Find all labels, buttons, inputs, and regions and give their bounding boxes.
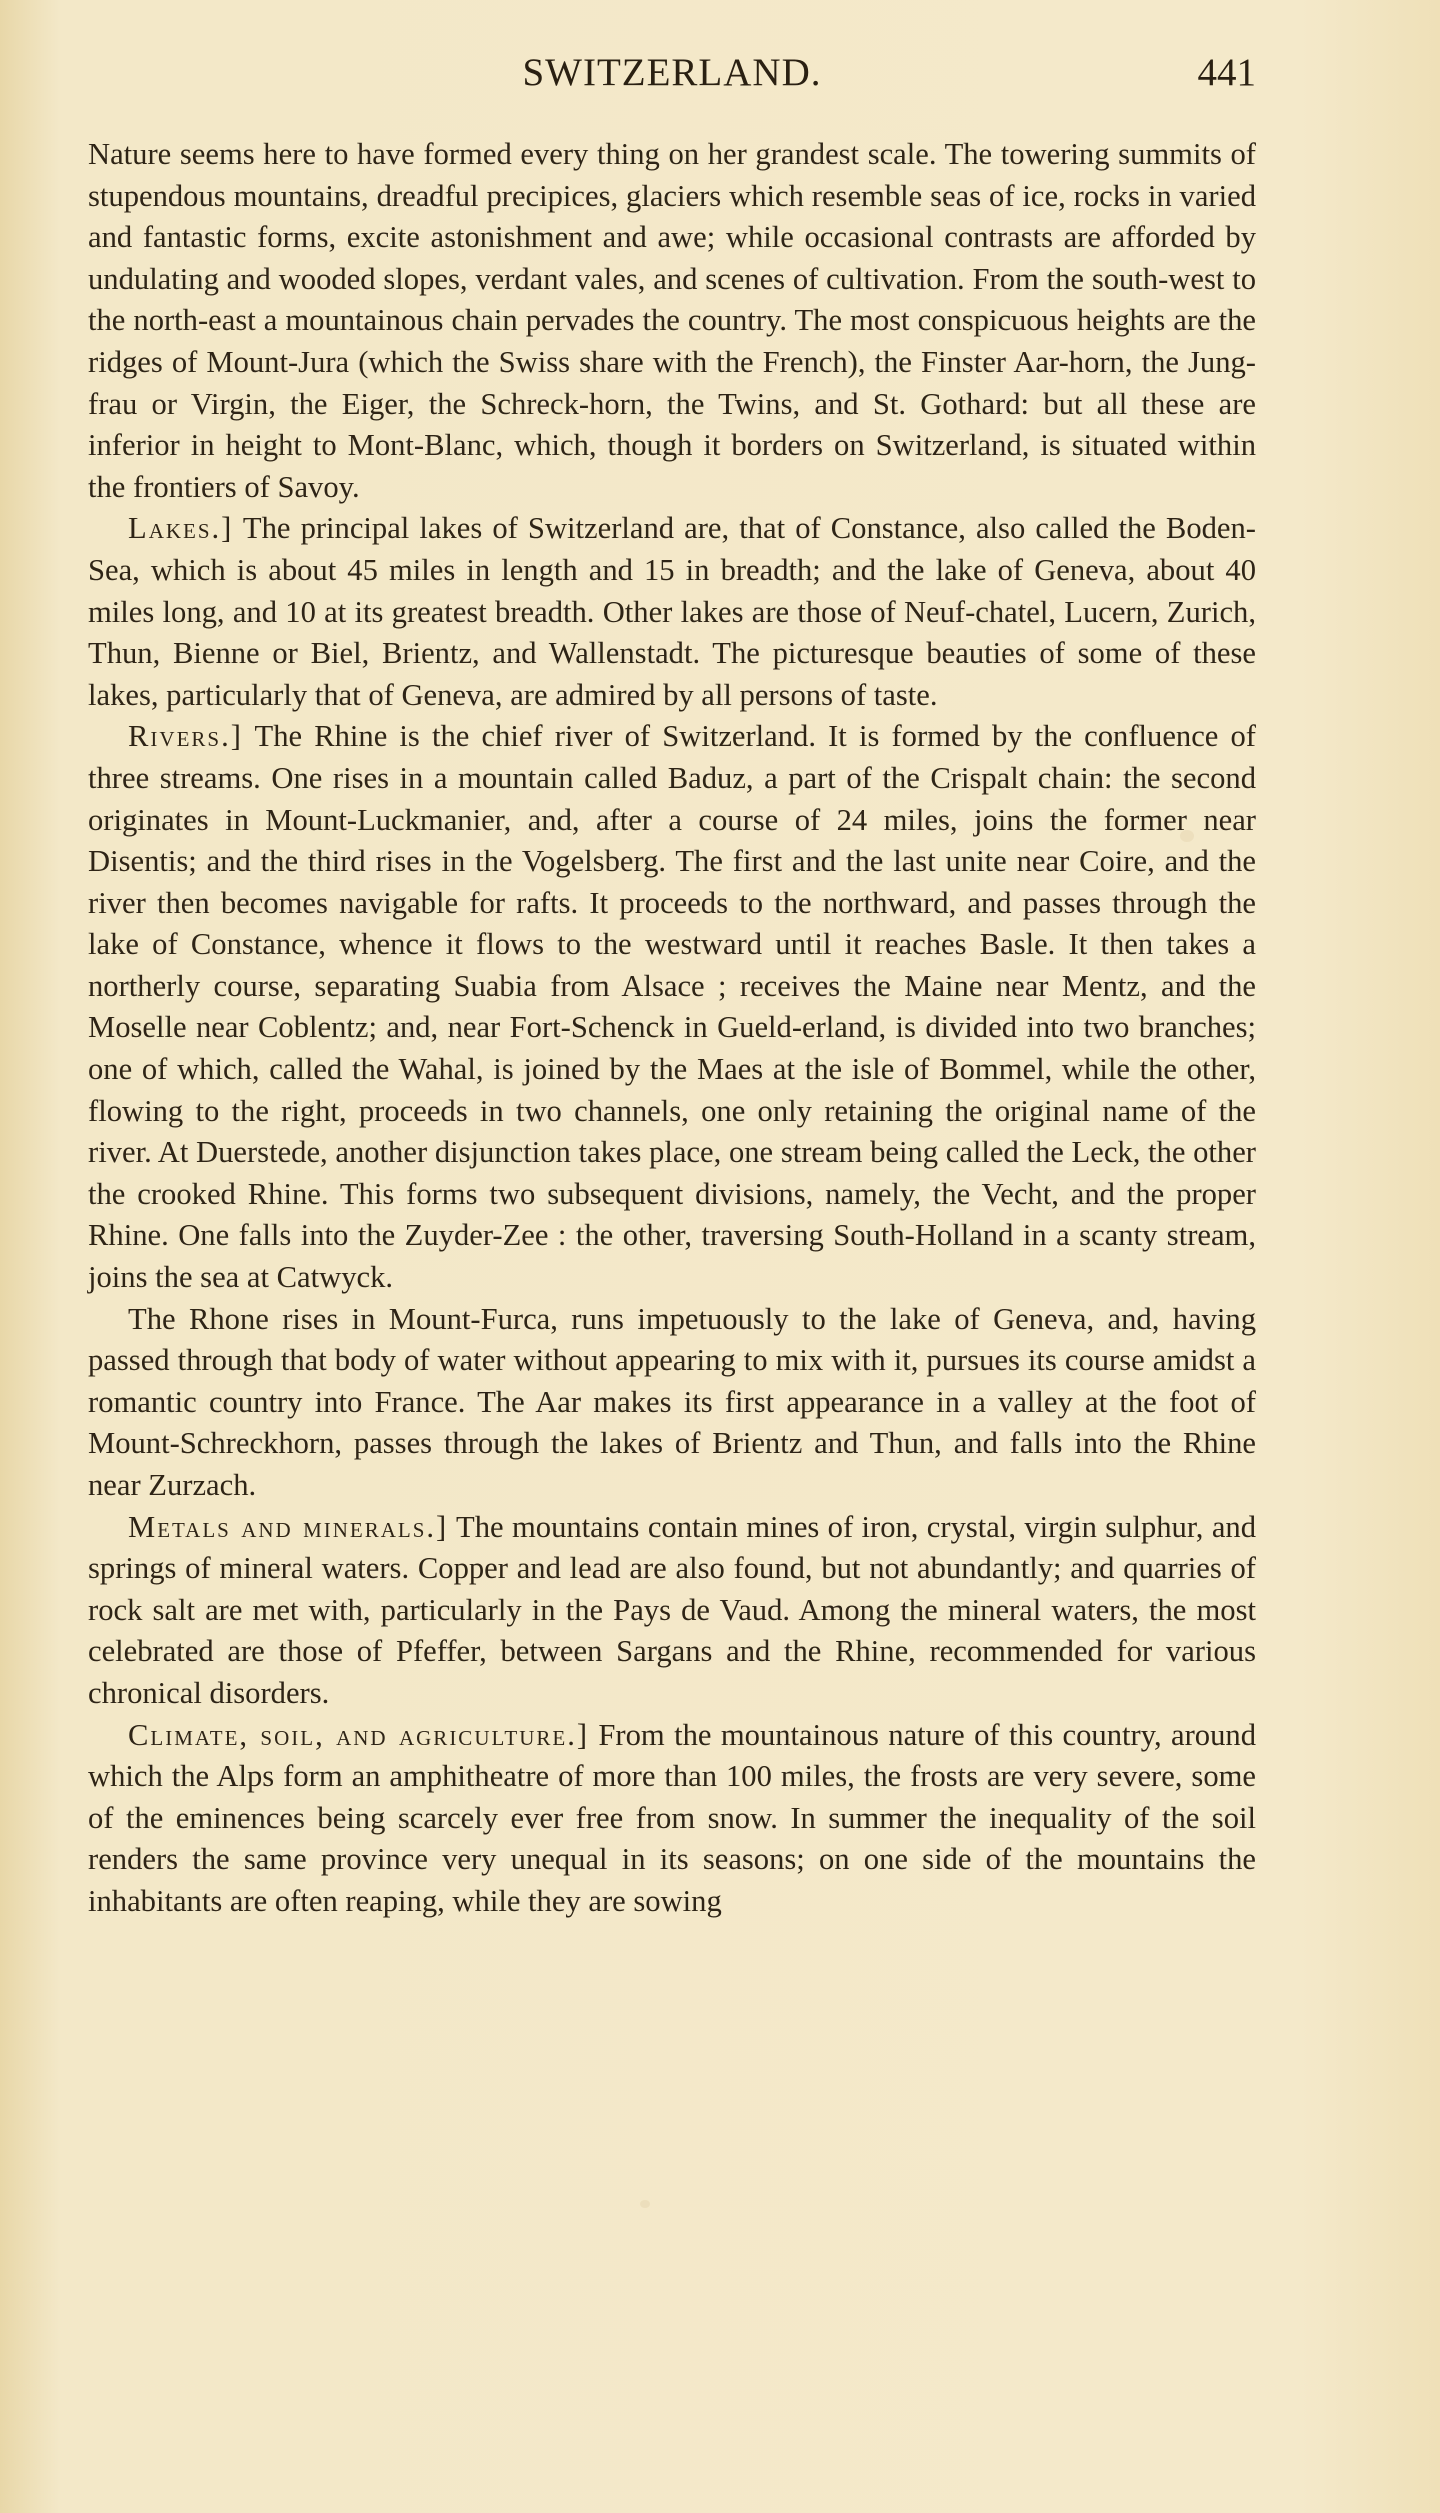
book-page [88, 50, 1256, 1923]
paragraph-lakes [88, 508, 1256, 716]
paragraph-metals [88, 1507, 1256, 1715]
page-title: SWITZERLAND. [522, 51, 822, 94]
body-text [88, 134, 1256, 1923]
paragraph-climate [88, 1715, 1256, 1923]
paragraph-text: From the mountainous nature of this country, around which the Alps form an amphitheatre of more than 100 miles, the frosts are very severe, some of the eminences being scarcely ever free from snow. In summer the inequality of the soil renders the same province very unequal in its seasons; on one side of the mountains the inhabitants are often reaping, while they are sowing [88, 1717, 1256, 1918]
page-number: 441 [1197, 51, 1256, 94]
paragraph-text: The principal lakes of Switzerland are, that of Constance, also called the Boden-Sea, which is about 45 miles in length and 15 in breadth; and the lake of Geneva, about 40 miles long, and 10 at its greatest breadth. Other lakes are those of Neuf-chatel, Lucern, Zurich, Thun, Bienne or Biel, Brientz, and Wallenstadt. The picturesque beauties of some of these lakes, particularly that of Geneva, are admired by all persons of taste. [88, 511, 1256, 712]
section-heading-rivers: Rivers.] [128, 719, 243, 754]
paragraph-text: The Rhine is the chief river of Switzerland. It is formed by the confluence of three streams. One rises in a mountain called Baduz, a part of the Crispalt chain: the second originates in Mount-Luckmanier, and, after a course of 24 miles, joins the former near Disentis; and the third rises in the Vogelsberg. The first and the last unite near Coire, and the river then becomes navigable for rafts. It proceeds to the northward, and passes through the lake of Constance, whence it flows to the westward until it reaches Basle. It then takes a northerly course, separating Suabia from Alsace ; receives the Maine near Mentz, and the Moselle near Coblentz; and, near Fort-Schenck in Gueld-erland, is divided into two branches; one of which, called the Wahal, is joined by the Maes at the isle of Bommel, while the other, flowing to the right, proceeds in two channels, one only retaining the original name of the river. At Duerstede, another disjunction takes place, one stream being called the Leck, the other the crooked Rhine. This forms two subsequent divisions, namely, the Vecht, and the proper Rhine. One falls into the Zuyder-Zee : the other, traversing South-Holland in a scanty stream, joins the sea at Catwyck. [88, 719, 1256, 1295]
paragraph-text: The mountains contain mines of iron, crystal, virgin sulphur, and springs of mineral waters. Copper and lead are also found, but not abundantly; and quarries of rock salt are met with, particularly in the Pays de Vaud. Among the mineral waters, the most celebrated are those of Pfeffer, between Sargans and the Rhine, recommended for various chronical disorders. [88, 1509, 1256, 1710]
paragraph-rivers [88, 716, 1256, 1298]
paragraph-text: Nature seems here to have formed every thing on her grandest scale. The towering summits of stupendous mountains, dreadful precipices, glaciers which resemble seas of ice, rocks in varied and fantastic forms, excite astonishment and awe; while occasional contrasts are afforded by undulating and wooded slopes, verdant vales, and scenes of cultivation. From the south-west to the north-east a mountainous chain pervades the country. The most conspicuous heights are the ridges of Mount-Jura (which the Swiss share with the French), the Finster Aar-horn, the Jung-frau or Virgin, the Eiger, the Schreck-horn, the Twins, and St. Gothard: but all these are inferior in height to Mont-Blanc, which, though it borders on Switzerland, is situated within the frontiers of Savoy. [88, 137, 1256, 504]
paragraph-rhone [88, 1299, 1256, 1507]
paragraph-nature [88, 134, 1256, 508]
section-heading-metals: Metals and minerals.] [128, 1509, 449, 1544]
running-head [88, 50, 1256, 112]
section-heading-lakes: Lakes.] [128, 511, 234, 546]
paragraph-text: The Rhone rises in Mount-Furca, runs impetuously to the lake of Geneva, and, having passed through that body of water without appearing to mix with it, pursues its course amidst a romantic country into France. The Aar makes its first appearance in a valley at the foot of Mount-Schreckhorn, passes through the lakes of Brientz and Thun, and falls into the Rhine near Zurzach. [88, 1301, 1256, 1502]
section-heading-climate: Climate, soil, and agriculture.] [128, 1717, 590, 1752]
